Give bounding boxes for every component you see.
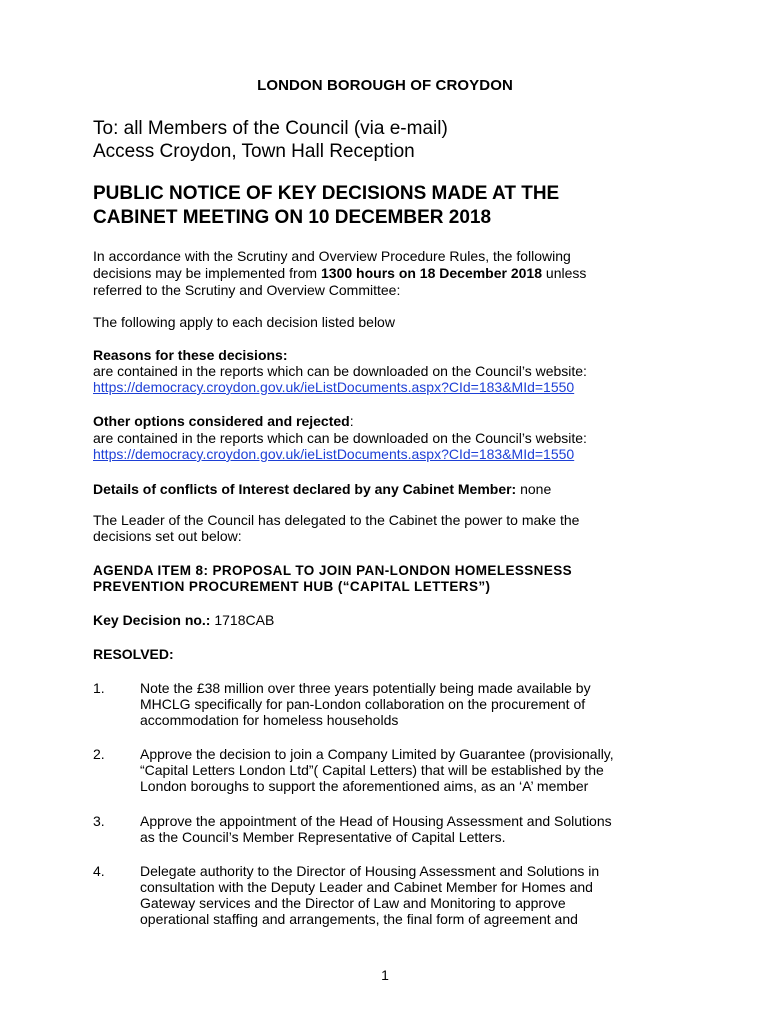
- intro-line-2-text: decisions may be implemented from: [93, 265, 321, 281]
- delegation-line-2: decisions set out below:: [93, 528, 242, 544]
- list-item: [140, 863, 685, 927]
- item-line: London boroughs to support the aforementioned aims, as an ‘A’ member: [140, 778, 589, 794]
- options-heading: Other options considered and rejected: [93, 413, 350, 429]
- list-item: [140, 746, 685, 794]
- key-decision-label: Key Decision no.:: [93, 612, 211, 628]
- recipients-line-2: Access Croydon, Town Hall Reception: [93, 141, 415, 162]
- conflicts-line: [93, 481, 653, 497]
- intro-line-2: [93, 265, 653, 281]
- conflicts-label: Details of conflicts of Interest declared by any Cabinet Member:: [93, 481, 517, 497]
- page-number: 1: [381, 967, 389, 983]
- item-line: operational staffing and arrangements, the final form of agreement and: [140, 911, 578, 927]
- options-text: are contained in the reports which can be downloaded on the Council’s website:: [93, 430, 587, 446]
- agenda-item-title-line-1: AGENDA ITEM 8: PROPOSAL TO JOIN PAN-LONDON HOMELESSNESS: [93, 563, 573, 578]
- item-number: 3.: [93, 813, 105, 829]
- list-item: [140, 680, 685, 728]
- intro-line-1: In accordance with the Scrutiny and Overview Procedure Rules, the following: [93, 248, 571, 264]
- reasons-text: are contained in the reports which can be downloaded on the Council’s website:: [93, 363, 587, 379]
- list-item: [140, 813, 685, 845]
- key-decision-value: 1718CAB: [210, 612, 275, 628]
- notice-title-line-1: PUBLIC NOTICE OF KEY DECISIONS MADE AT THE: [93, 183, 560, 204]
- delegation-line-1: The Leader of the Council has delegated to the Cabinet the power to make the: [93, 512, 580, 528]
- options-link-line: [93, 446, 653, 462]
- item-line: consultation with the Deputy Leader and Cabinet Member for Homes and: [140, 879, 593, 895]
- conflicts-value: none: [516, 481, 552, 497]
- resolved-heading: RESOLVED:: [93, 646, 174, 662]
- item-line: Gateway services and the Director of Law and Monitoring to approve: [140, 895, 566, 911]
- options-heading-line: [93, 413, 653, 429]
- organisation-heading: LONDON BOROUGH OF CROYDON: [257, 77, 513, 94]
- apply-statement: The following apply to each decision listed below: [93, 314, 395, 330]
- intro-line-2-tail: unless: [542, 265, 587, 281]
- notice-title-line-2: CABINET MEETING ON 10 DECEMBER 2018: [93, 207, 492, 228]
- item-line: MHCLG specifically for pan-London collaboration on the procurement of: [140, 696, 586, 712]
- item-line: “Capital Letters London Ltd”( Capital Letters) that will be established by the: [140, 762, 604, 778]
- reasons-link-line: [93, 379, 653, 395]
- item-number: 4.: [93, 863, 105, 879]
- implementation-date: 1300 hours on 18 December 2018: [321, 265, 543, 281]
- reasons-report-link[interactable]: https://democracy.croydon.gov.uk/ieListDocuments.aspx?CId=183&MId=1550: [93, 379, 575, 395]
- item-line: Approve the decision to join a Company Limited by Guarantee (provisionally,: [140, 746, 614, 762]
- item-number: 1.: [93, 680, 105, 696]
- options-report-link[interactable]: https://democracy.croydon.gov.uk/ieListDocuments.aspx?CId=183&MId=1550: [93, 446, 575, 462]
- item-line: Approve the appointment of the Head of Housing Assessment and Solutions: [140, 813, 612, 829]
- key-decision-line: [93, 612, 653, 628]
- item-number: 2.: [93, 746, 105, 762]
- recipients-line-1: To: all Members of the Council (via e-mail): [93, 118, 448, 139]
- options-heading-colon: :: [349, 413, 354, 429]
- item-line: as the Council’s Member Representative of Capital Letters.: [140, 829, 506, 845]
- agenda-item-title-line-2: PREVENTION PROCUREMENT HUB (“CAPITAL LETTERS”): [93, 579, 491, 594]
- item-line: Note the £38 million over three years potentially being made available by: [140, 680, 591, 696]
- reasons-heading: Reasons for these decisions:: [93, 347, 288, 363]
- item-line: accommodation for homeless households: [140, 712, 399, 728]
- intro-line-3: referred to the Scrutiny and Overview Committee:: [93, 282, 401, 298]
- item-line: Delegate authority to the Director of Housing Assessment and Solutions in: [140, 863, 600, 879]
